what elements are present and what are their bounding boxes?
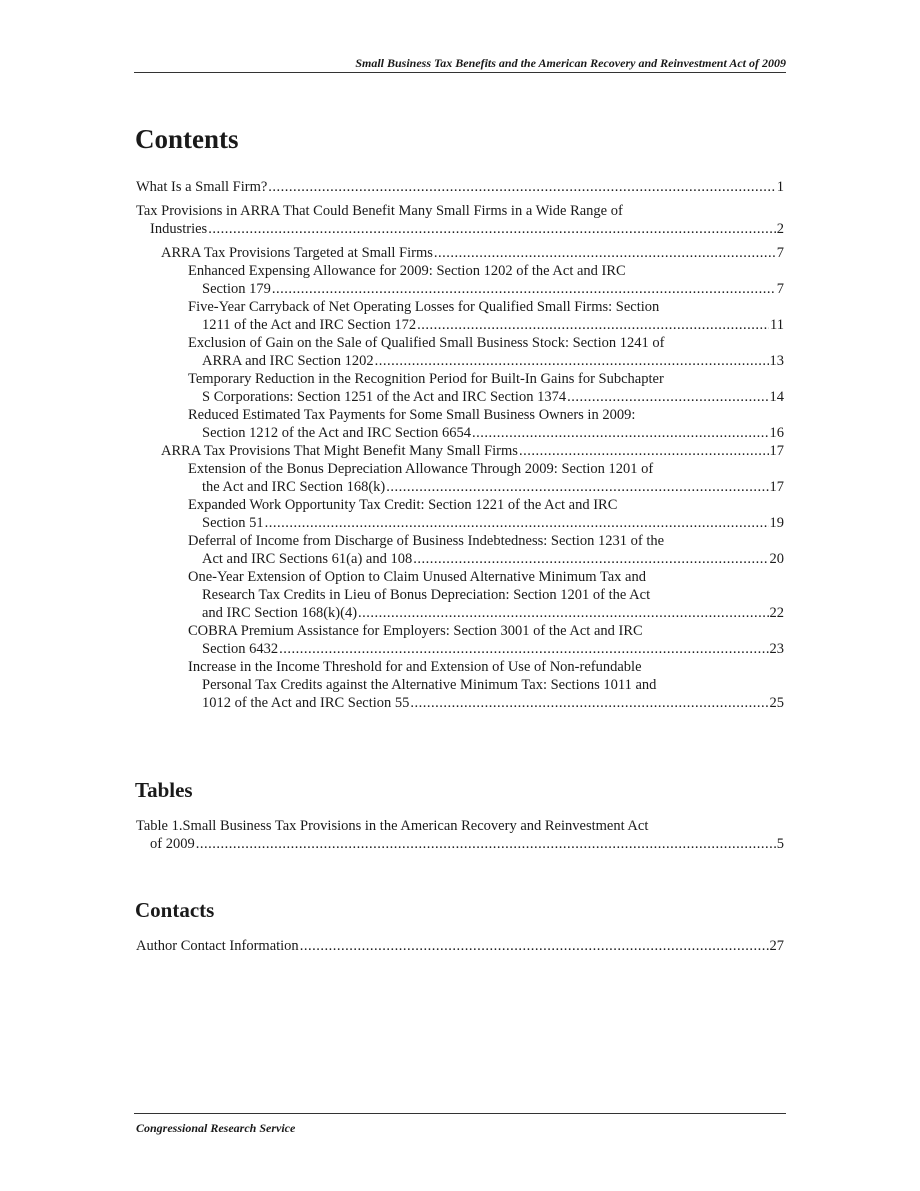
- toc-entry[interactable]: [136, 370, 784, 406]
- dot-leader: [434, 244, 776, 262]
- toc-entry[interactable]: [136, 244, 784, 262]
- toc-entry-text: of 2009: [150, 836, 195, 852]
- toc-entry-text: Table 1.Small Business Tax Provisions in the American Recovery and Reinvestment Act: [136, 818, 649, 834]
- toc-entry-text: Author Contact Information: [136, 938, 299, 954]
- dot-leader: [472, 424, 768, 442]
- toc-entry-text: Extension of the Bonus Depreciation Allowance Through 2009: Section 1201 of: [188, 461, 654, 477]
- toc-entry-text: Deferral of Income from Discharge of Business Indebtedness: Section 1231 of the: [188, 533, 665, 549]
- tables-list: [136, 817, 784, 853]
- toc-page-number: 7: [776, 245, 784, 261]
- dot-leader: [300, 937, 769, 955]
- contents-list: [136, 178, 784, 712]
- toc-entry-text: ARRA Tax Provisions That Might Benefit Many Small Firms: [161, 443, 518, 459]
- toc-page-number: 17: [769, 479, 784, 495]
- toc-entry[interactable]: [136, 532, 784, 568]
- toc-entry-text: Section 6432: [202, 641, 279, 657]
- toc-entry[interactable]: [136, 298, 784, 334]
- toc-entry-text: 1211 of the Act and IRC Section 172: [202, 317, 417, 333]
- toc-entry-text: Act and IRC Sections 61(a) and 108: [202, 551, 413, 567]
- dot-leader: [265, 514, 769, 532]
- dot-leader: [196, 835, 776, 853]
- toc-entry[interactable]: [136, 442, 784, 460]
- dot-leader: [208, 220, 776, 238]
- dot-leader: [519, 442, 769, 460]
- toc-page-number: 17: [769, 443, 784, 459]
- toc-entry[interactable]: [136, 406, 784, 442]
- contacts-heading: Contacts: [135, 898, 215, 922]
- footer-rule: [134, 1113, 786, 1114]
- dot-leader: [279, 640, 768, 658]
- toc-entry-text: Research Tax Credits in Lieu of Bonus Depreciation: Section 1201 of the Act: [202, 587, 651, 603]
- toc-entry[interactable]: [136, 334, 784, 370]
- toc-entry-text: Expanded Work Opportunity Tax Credit: Section 1221 of the Act and IRC: [188, 497, 618, 513]
- toc-entry[interactable]: [136, 202, 784, 238]
- toc-entry-text: COBRA Premium Assistance for Employers: Section 3001 of the Act and IRC: [188, 623, 643, 639]
- toc-page-number: 7: [776, 281, 784, 297]
- toc-entry-text: What Is a Small Firm?: [136, 179, 268, 195]
- toc-page-number: 25: [769, 695, 784, 711]
- toc-entry[interactable]: [136, 937, 784, 955]
- toc-page-number: 27: [769, 938, 784, 954]
- toc-entry-text: One-Year Extension of Option to Claim Unused Alternative Minimum Tax and: [188, 569, 646, 585]
- dot-leader: [272, 280, 776, 298]
- toc-entry-text: Exclusion of Gain on the Sale of Qualified Small Business Stock: Section 1241 of: [188, 335, 665, 351]
- toc-page-number: 23: [769, 641, 784, 657]
- toc-page-number: 16: [769, 425, 784, 441]
- toc-entry-text: Tax Provisions in ARRA That Could Benefit Many Small Firms in a Wide Range of: [136, 203, 623, 219]
- toc-entry-text: Enhanced Expensing Allowance for 2009: Section 1202 of the Act and IRC: [188, 263, 626, 279]
- toc-entry-text: Increase in the Income Threshold for and Extension of Use of Non-refundable: [188, 659, 642, 675]
- dot-leader: [410, 694, 768, 712]
- toc-page-number: 11: [770, 317, 784, 333]
- toc-entry[interactable]: [136, 262, 784, 298]
- toc-page-number: 5: [776, 836, 784, 852]
- toc-entry[interactable]: [136, 178, 784, 196]
- toc-entry[interactable]: [136, 658, 784, 712]
- toc-entry[interactable]: [136, 496, 784, 532]
- toc-entry-text: Industries: [150, 221, 208, 237]
- header-rule: [134, 72, 786, 73]
- dot-leader: [375, 352, 769, 370]
- toc-entry-text: ARRA and IRC Section 1202: [202, 353, 374, 369]
- toc-entry[interactable]: [136, 817, 784, 853]
- toc-entry-text: the Act and IRC Section 168(k): [202, 479, 386, 495]
- dot-leader: [417, 316, 769, 334]
- toc-page-number: 20: [769, 551, 784, 567]
- toc-entry-text: and IRC Section 168(k)(4): [202, 605, 358, 621]
- running-footer: Congressional Research Service: [136, 1121, 296, 1135]
- toc-entry-text: Personal Tax Credits against the Alternative Minimum Tax: Sections 1011 and: [202, 677, 657, 693]
- toc-page-number: 19: [769, 515, 784, 531]
- toc-page-number: 22: [769, 605, 784, 621]
- toc-entry-text: Reduced Estimated Tax Payments for Some Small Business Owners in 2009:: [188, 407, 636, 423]
- toc-entry[interactable]: [136, 568, 784, 622]
- toc-page-number: 13: [769, 353, 784, 369]
- dot-leader: [386, 478, 768, 496]
- toc-entry-text: 1012 of the Act and IRC Section 55: [202, 695, 410, 711]
- tables-heading: Tables: [135, 778, 193, 802]
- contacts-list: [136, 937, 784, 955]
- toc-entry-text: Section 51: [202, 515, 264, 531]
- contents-heading: Contents: [135, 124, 239, 154]
- toc-entry[interactable]: [136, 622, 784, 658]
- toc-entry[interactable]: [136, 460, 784, 496]
- toc-entry-text: Temporary Reduction in the Recognition Period for Built-In Gains for Subchapter: [188, 371, 664, 387]
- toc-page-number: 2: [776, 221, 784, 237]
- toc-entry-text: Five-Year Carryback of Net Operating Losses for Qualified Small Firms: Section: [188, 299, 660, 315]
- toc-entry-text: Section 179: [202, 281, 271, 297]
- toc-entry-text: Section 1212 of the Act and IRC Section 6654: [202, 425, 472, 441]
- running-header: Small Business Tax Benefits and the American Recovery and Reinvestment Act of 2009: [355, 56, 786, 70]
- dot-leader: [358, 604, 768, 622]
- toc-entry-text: S Corporations: Section 1251 of the Act and IRC Section 1374: [202, 389, 567, 405]
- toc-entry-text: ARRA Tax Provisions Targeted at Small Firms: [161, 245, 433, 261]
- dot-leader: [268, 178, 775, 196]
- toc-page-number: 1: [776, 179, 784, 195]
- dot-leader: [413, 550, 768, 568]
- dot-leader: [567, 388, 768, 406]
- toc-page-number: 14: [769, 389, 784, 405]
